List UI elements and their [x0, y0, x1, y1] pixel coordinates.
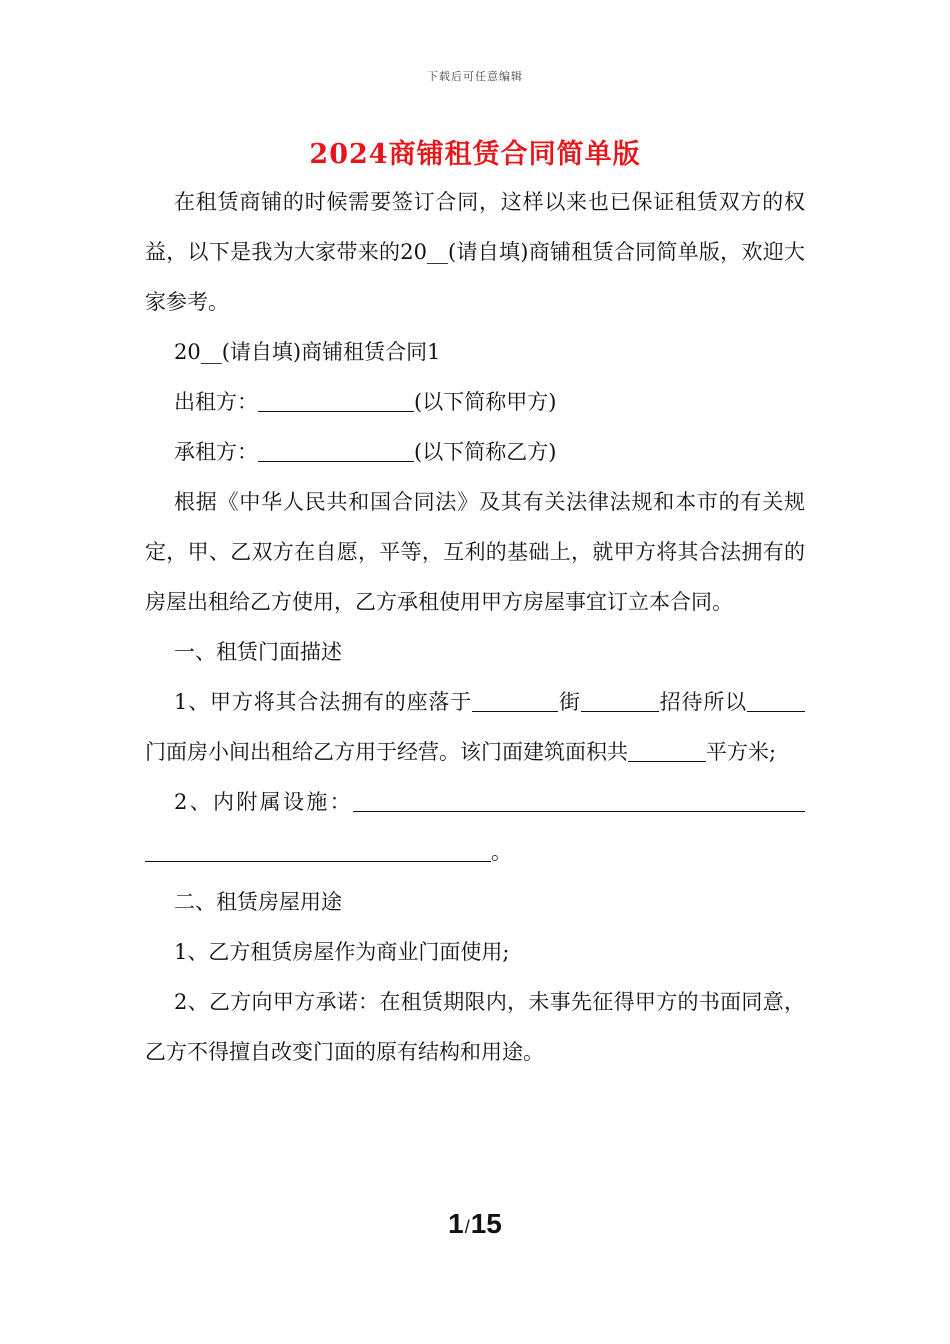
lessor-line	[145, 377, 805, 427]
page-total: 15	[470, 1208, 502, 1239]
lessor-suffix: (以下简称甲方)	[414, 390, 557, 414]
basis-paragraph: 根据《中华人民共和国合同法》及其有关法律法规和本市的有关规定，甲、乙双方在自愿，平等，互利的基础上，就甲方将其合法拥有的房屋出租给乙方使用，乙方承租使用甲方房屋事宜订立本合同。	[145, 490, 805, 614]
s1-item1-text-b: 街	[558, 690, 581, 714]
section2-item2: 2、乙方向甲方承诺：在租赁期限内，未事先征得甲方的书面同意，乙方不得擅自改变门面的原有结构和用途。	[145, 990, 805, 1064]
lessor-label: 出租方：	[174, 390, 258, 414]
page-number	[0, 1208, 950, 1240]
section1-item2	[145, 777, 805, 877]
s1-item2-end: 。	[491, 840, 512, 864]
hostel-blank	[581, 690, 659, 712]
page-current: 1	[448, 1208, 464, 1239]
facilities-blank-b	[145, 840, 491, 862]
document-title: 2024商铺租赁合同简单版	[309, 139, 641, 170]
facilities-blank-a	[353, 790, 805, 812]
contract-heading: 20__(请自填)商铺租赁合同1	[174, 340, 441, 364]
s1-item1-text-e: 平方米;	[706, 740, 777, 764]
header-note: 下载后可任意编辑	[427, 70, 523, 83]
s1-item1-text-a: 1、甲方将其合法拥有的座落于	[174, 690, 473, 714]
section1-item1	[145, 677, 805, 777]
area-blank	[628, 740, 706, 762]
lessee-line	[145, 427, 805, 477]
location-blank-b	[795, 690, 805, 712]
lessee-blank	[258, 440, 414, 462]
s1-item2-label: 2、内附属设施：	[174, 790, 353, 814]
s1-item1-text-d: 门面房小间出租给乙方用于经营。该门面建筑面积共	[145, 740, 628, 764]
section1-title: 一、租赁门面描述	[174, 640, 342, 664]
section2-title: 二、租赁房屋用途	[174, 890, 342, 914]
page-separator: /	[464, 1217, 470, 1237]
intro-paragraph: 在租赁商铺的时候需要签订合同，这样以来也已保证租赁双方的权益，以下是我为大家带来的20__(请自填)商铺租赁合同简单版，欢迎大家参考。	[145, 190, 805, 314]
section2-item1: 1、乙方租赁房屋作为商业门面使用;	[174, 940, 510, 964]
lessor-blank	[258, 390, 414, 412]
lessee-label: 承租方：	[174, 440, 258, 464]
s1-item1-text-c: 招待所以	[658, 690, 748, 714]
street-blank	[472, 690, 558, 712]
location-blank-a	[747, 690, 795, 712]
lessee-suffix: (以下简称乙方)	[414, 440, 557, 464]
document-body	[145, 177, 805, 1077]
